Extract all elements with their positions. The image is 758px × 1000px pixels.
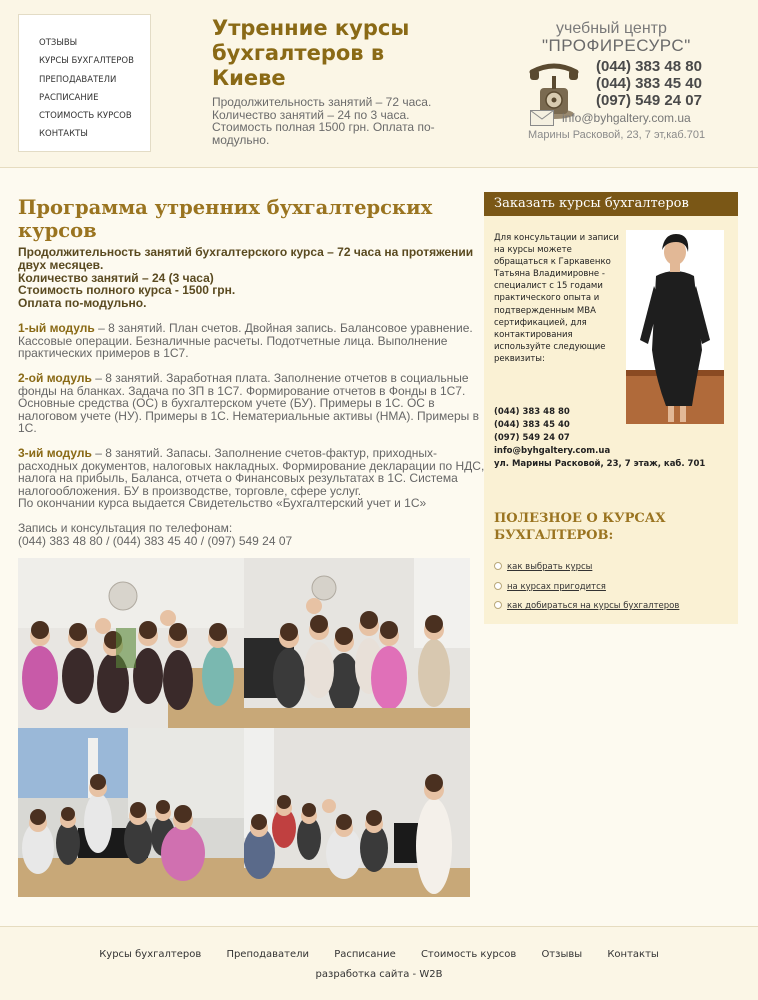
bullet-icon xyxy=(494,601,502,609)
sidebar-address: ул. Марины Расковой, 23, 7 этаж, каб. 701 xyxy=(494,459,706,469)
bullet-icon xyxy=(494,562,502,570)
intro-duration: Продолжительность занятий бухгалтерского курса – 72 часа на протяжении двух месяцев. xyxy=(18,245,474,272)
contact-label: Запись и консультация по телефонам: xyxy=(18,521,233,535)
site-header xyxy=(0,0,758,168)
footer-link-prices[interactable]: Стоимость курсов xyxy=(420,949,517,960)
site-footer xyxy=(0,926,758,1000)
contact-phones: (044) 383 48 80 / (044) 383 45 40 / (097) 549 24 07 xyxy=(18,533,293,548)
contact-block xyxy=(18,522,488,547)
nav-item-courses[interactable]: КУРСЫ БУХГАЛТЕРОВ xyxy=(39,56,134,67)
sidebar-contacts xyxy=(494,406,728,471)
sidebar xyxy=(484,192,738,624)
sidebar-phone-1[interactable]: (044) 383 48 80 xyxy=(494,407,570,417)
module-2-text: – 8 занятий. Заработная плата. Заполнение отчетов в социальные фонды на бланках. Задача по ЗП в 1С7. Формирование отчетов в Фонды в 1С7. Основные средства (ОС) в бухгалтерском учете (БУ). Примеры в 1С. ОС в налоговом учете (НУ). Примеры в 1С. Нематериальные активы (НМА). Примеры в 1С. xyxy=(18,371,479,436)
nav-item-schedule[interactable]: РАСПИСАНИЕ xyxy=(39,92,99,103)
consultation-text: Для консультации и записи на курсы можете обращаться к Гаркавенко Татьяна Владимировне - специалист с 15 годами практического опыта и подтвержденным MBA сертификацией, для контактирования используйте следующие реквизиты: xyxy=(494,233,619,364)
useful-link-choose[interactable]: как выбрать курсы xyxy=(507,562,593,572)
bullet-icon xyxy=(494,582,502,590)
logo-email[interactable]: info@byhgaltery.com.ua xyxy=(562,111,691,125)
useful-link-directions[interactable]: как добираться на курсы бухгалтеров xyxy=(507,601,680,611)
logo-address: Марины Расковой, 23, 7 эт,каб.701 xyxy=(528,129,706,141)
module-1 xyxy=(18,322,488,360)
classroom-photo-1 xyxy=(18,728,244,897)
module-2 xyxy=(18,372,488,435)
header-title: Утренние курсы бухгалтеров в Киеве xyxy=(212,16,410,90)
useful-heading: ПОЛЕЗНОЕ О КУРСАХ БУХГАЛТЕРОВ: xyxy=(494,511,666,543)
sidebar-email[interactable]: info@byhgaltery.com.ua xyxy=(494,446,611,456)
useful-link-item xyxy=(494,597,734,617)
useful-link-item xyxy=(494,578,734,598)
logo-phone-3[interactable]: (097) 549 24 07 xyxy=(596,92,702,109)
nav-item-reviews[interactable]: ОТЗЫВЫ xyxy=(39,38,78,48)
useful-link-item xyxy=(494,558,734,578)
logo-phone-2[interactable]: (044) 383 45 40 xyxy=(596,75,702,92)
module-2-name: 2-ой модуль xyxy=(18,371,92,385)
group-photo-1 xyxy=(18,558,244,728)
order-courses-heading[interactable]: Заказать курсы бухгалтеров xyxy=(484,192,738,216)
useful-link-useful[interactable]: на курсах пригодится xyxy=(507,581,606,592)
page-title: Программа утренних бухгалтерских курсов xyxy=(18,196,433,242)
module-3 xyxy=(18,447,488,510)
footer-link-teachers[interactable]: Преподаватели xyxy=(226,949,310,960)
logo-subtitle: учебный центр xyxy=(556,20,667,37)
main-nav xyxy=(18,14,151,152)
nav-item-prices[interactable]: СТОИМОСТЬ КУРСОВ xyxy=(39,111,132,122)
module-1-name: 1-ый модуль xyxy=(18,321,95,335)
footer-credit[interactable]: разработка сайта - W2B xyxy=(315,969,443,980)
intro-price: Стоимость полного курса - 1500 грн. xyxy=(18,283,236,298)
module-3-text: – 8 занятий. Запасы. Заполнение счетов-фактур, приходных-расходных документов, налоговых накладных. Формирование декларации по НДС, налога на прибыль, Баланса, отчета о Финансовых результатах в 1С. Система налогообложения. БУ в производстве, торговле, сфере услуг. xyxy=(18,446,485,498)
useful-links xyxy=(494,558,734,617)
certificate-note: По окончании курса выдается Свидетельство «Бухгалтерский учет и 1С» xyxy=(18,496,427,511)
nav-item-contacts[interactable]: КОНТАКТЫ xyxy=(39,129,88,140)
logo-name: "ПРОФИРЕСУРС" xyxy=(542,36,691,55)
footer-link-schedule[interactable]: Расписание xyxy=(334,949,396,960)
module-1-text: – 8 занятий. План счетов. Двойная запись. Балансовое уравнение. Кассовые операции. Безналичные расчеты. Подотчетные лица. Выполнение практических примеров в 1С7. xyxy=(18,321,473,361)
module-3-name: 3-ий модуль xyxy=(18,446,92,460)
header-description: Продолжительность занятий – 72 часа. Количество занятий – 24 по 3 часа. Стоимость полная 1500 грн. Оплата по-модульно. xyxy=(212,95,435,147)
nav-item-teachers[interactable]: ПРЕПОДАВАТЕЛИ xyxy=(39,74,117,85)
consultant-photo xyxy=(626,230,724,424)
envelope-icon xyxy=(530,110,554,126)
logo-block[interactable] xyxy=(526,16,718,144)
footer-nav xyxy=(0,949,758,960)
sidebar-phone-3[interactable]: (097) 549 24 07 xyxy=(494,433,570,443)
intro-lessons: Количество занятий – 24 (3 часа) xyxy=(18,270,214,285)
footer-link-reviews[interactable]: Отзывы xyxy=(541,949,583,960)
logo-phones xyxy=(596,58,702,109)
footer-link-contacts[interactable]: Контакты xyxy=(607,949,659,960)
footer-link-courses[interactable]: Курсы бухгалтеров xyxy=(99,949,202,960)
intro-payment: Оплата по-модульно. xyxy=(18,296,147,311)
photo-collage xyxy=(18,558,470,897)
logo-phone-1[interactable]: (044) 383 48 80 xyxy=(596,58,702,75)
sidebar-phone-2[interactable]: (044) 383 45 40 xyxy=(494,420,570,430)
course-intro xyxy=(18,246,488,310)
group-photo-2 xyxy=(244,558,470,728)
classroom-photo-2 xyxy=(244,728,470,897)
